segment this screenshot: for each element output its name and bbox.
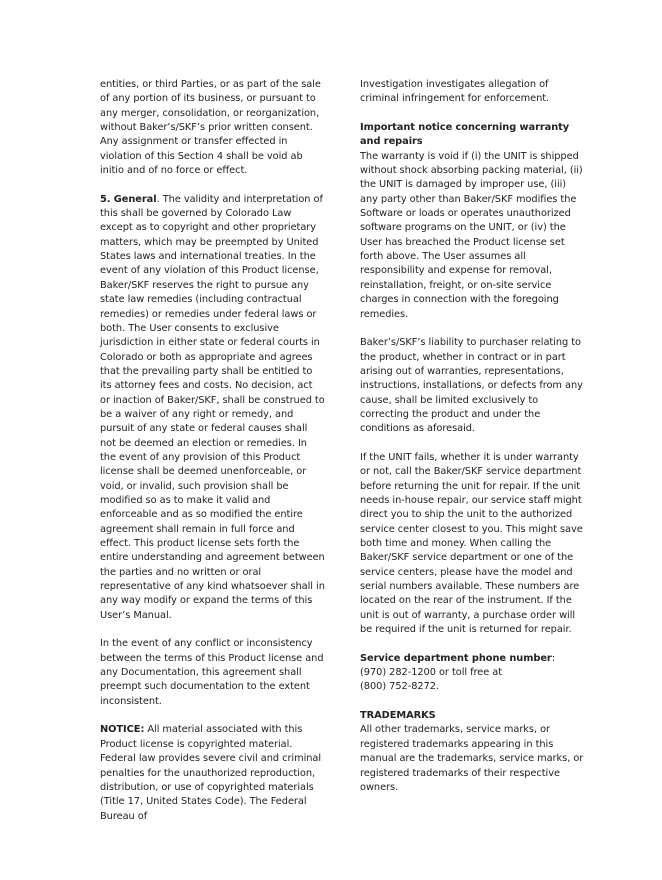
- phone-heading-colon: :: [551, 652, 555, 664]
- trademarks-heading: TRADEMARKS: [360, 710, 436, 722]
- phone-number-2: (800) 752-8272.: [360, 681, 439, 693]
- left-column: [100, 78, 325, 824]
- warranty-text: The warranty is void if (i) the UNIT is shipped without shock absorbing packing material, (ii) the UNIT is damaged by improper use, (iii) any party other than Baker/SKF modifies the Software or loads or operates unauthorized software programs on the UNIT, or (iv) the User has breached the Product license set forth above. The User assumes all responsibility and expense for removal, reinstallation, freight, or on-site service charges in connection with the foregoing remedies.: [360, 150, 583, 320]
- phone-number-1: (970) 282-1200 or toll free at: [360, 667, 503, 679]
- trademarks-text: All other trademarks, service marks, or registered trademarks appearing in this manual are the trademarks, service marks, or registered trademarks of their respective owners.: [360, 724, 584, 793]
- conflict-paragraph: In the event of any conflict or inconsistency between the terms of this Product license and any Documentation, this agreement shall preempt such documentation to the extent inconsistent.: [100, 638, 324, 707]
- phone-heading-line: [360, 652, 585, 666]
- general-text: . The validity and interpretation of this shall be governed by Colorado Law except as to copyright and other proprietary matters, which may be preempted by United States laws and international treaties. In the event of any violation of this Product license, Baker/SKF reserves the right to pursue any state law remedies (including contractual remedies) or remedies under federal laws or both. The User consents to exclusive jurisdiction in either state or federal courts in Colorado or both as appropriate and agrees that the prevailing party shall be entitled to its attorney fees and costs. No decision, act or inaction of Baker/SKF, shall be construed to be a waiver of any right or remedy, and pursuit of any state or federal causes shall not be deemed an election or remedies. In the event of any provision of this Product license shall be deemed unenforceable, or void, or invalid, such provision shall be modified so as to make it valid and enforceable and as so modified the entire agreement shall remain in full force and effect. This product license sets forth the entire understanding and agreement between the parties and no written or oral representative of any kind whatsoever shall in any way modify or expand the terms of this User’s Manual.: [100, 193, 325, 621]
- general-section: [100, 193, 325, 623]
- general-heading: 5. General: [100, 193, 157, 205]
- phone-heading: Service department phone number: [360, 652, 552, 664]
- notice-section: [100, 723, 325, 823]
- liability-paragraph: Baker’s/SKF’s liability to purchaser relating to the product, whether in contract or in part arising out of warranties, representations, instructions, installations, or defects from any cause, shall be limited exclusively to correcting the product and under the conditions as aforesaid.: [360, 337, 583, 435]
- investigation-paragraph: Investigation investigates allegation of criminal infringement for enforcement.: [360, 79, 550, 105]
- assignment-paragraph: entities, or third Parties, or as part of the sale of any portion of its business, or pursuant to any merger, consolidation, or reorganization, without Baker’s/SKF’s prior written consent. Any assignment or transfer effected in violation of this Section 4 shall be void ab initio and of no force or effect.: [100, 79, 321, 177]
- warranty-heading: Important notice concerning warranty and repairs: [360, 122, 570, 148]
- notice-text: All material associated with this Product license is copyrighted material. Federal law provides severe civil and criminal penalties for the unauthorized reproduction, distribution, or use of copyrighted materials (Title 17, United States Code). The Federal Bureau of: [100, 724, 322, 822]
- notice-heading: NOTICE:: [100, 724, 145, 736]
- right-column: [360, 78, 585, 795]
- service-paragraph: If the UNIT fails, whether it is under warranty or not, call the Baker/SKF service department before returning the unit for repair. If the unit needs in-house repair, our service staff might direct you to ship the unit to the authorized service center closest to you. This might save both time and money. When calling the Baker/SKF service department or one of the service centers, please have the model and serial numbers available. These numbers are located on the rear of the instrument. If the unit is out of warranty, a purchase order will be required if the unit is returned for repair.: [360, 451, 583, 636]
